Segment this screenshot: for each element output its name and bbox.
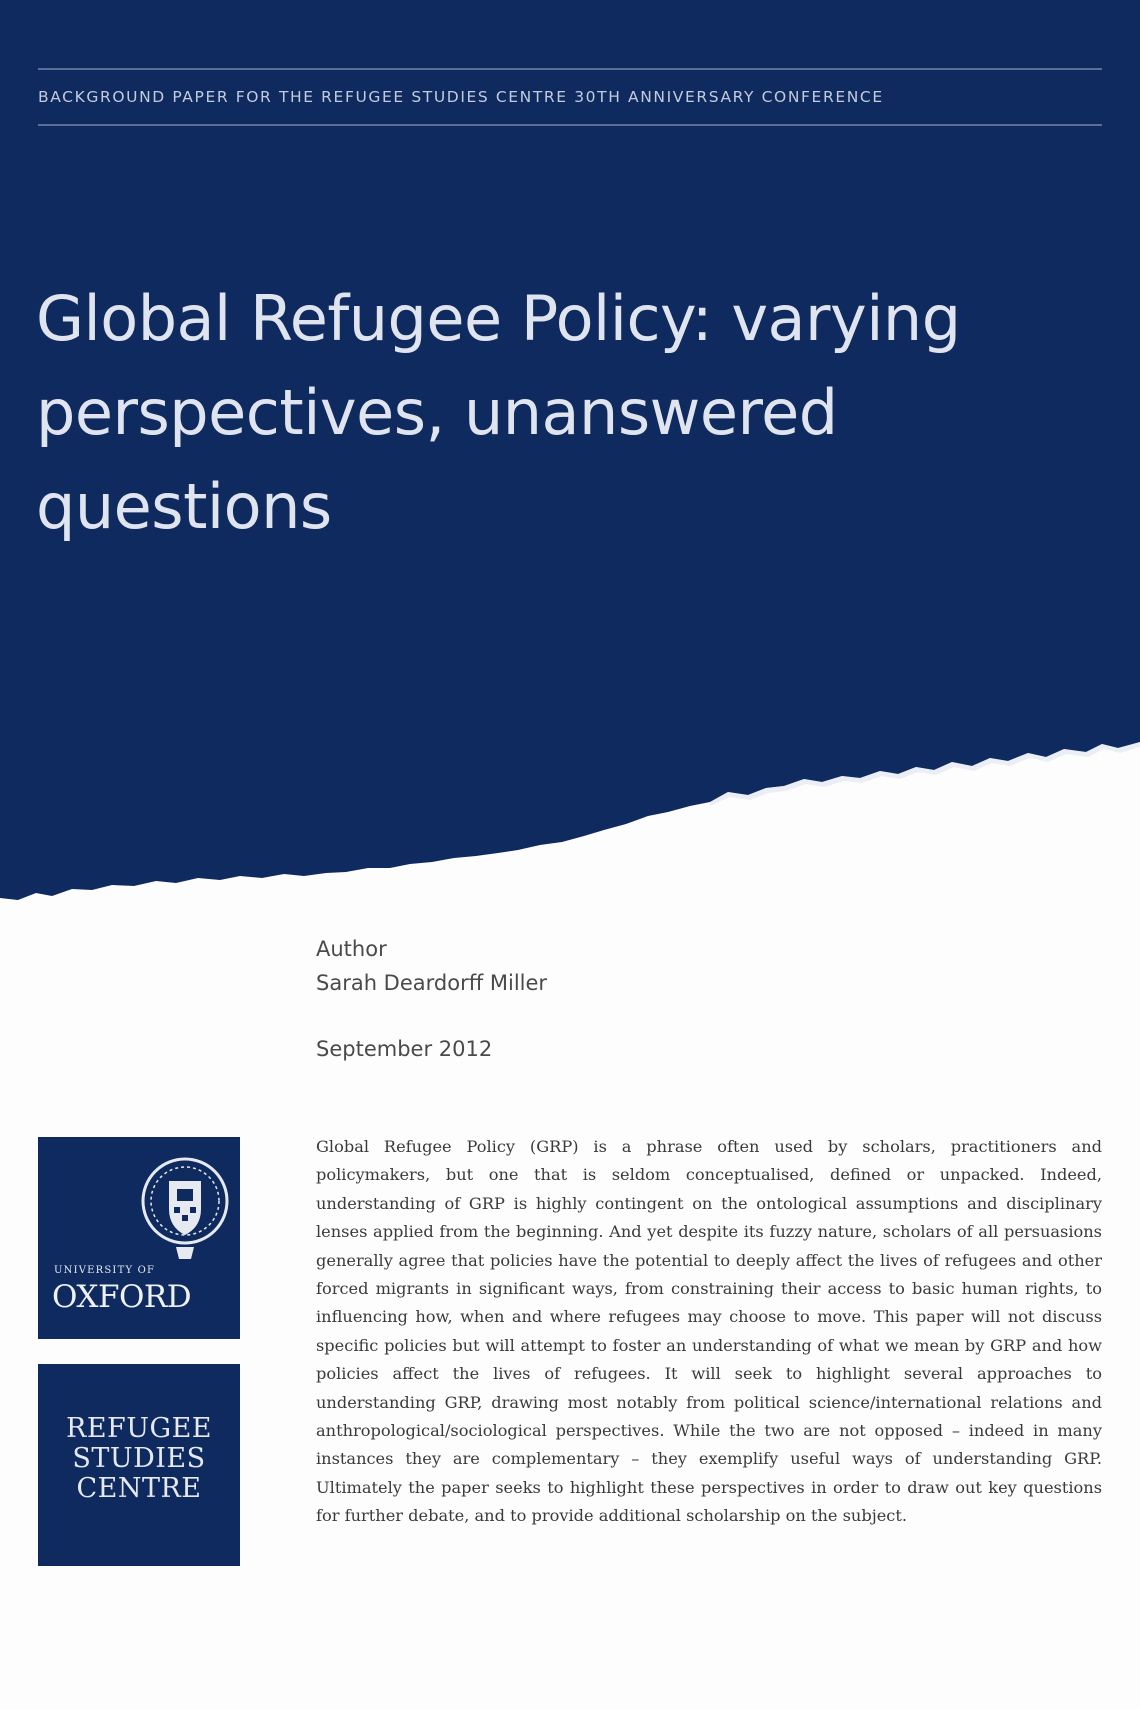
university-of-oxford-logo[interactable] <box>38 1137 240 1339</box>
author-label: Author <box>316 937 387 961</box>
abstract-text: Global Refugee Policy (GRP) is a phrase often used by scholars, practitioners and policymakers, but one that is seldom conceptualised, defined or unpacked. Indeed, understanding of GRP is highly contingent on the ontological assumptions and disciplinary lenses applied from the beginning. And yet despite its fuzzy nature, scholars of all persuasions generally agree that policies have the potential to deeply affect the lives of refugees and other forced migrants in significant ways, from constraining their access to basic human rights, to influencing how, when and where refugees may choose to move. This paper will not discuss specific policies but will attempt to foster an understanding of what we mean by GRP and how policies affect the lives of refugees. It will seek to highlight several approaches to understanding GRP, drawing most notably from political science/international relations and anthropological/sociological perspectives. While the two are not opposed – indeed in many instances they are complementary – they exemplify useful ways of understanding GRP. Ultimately the paper seeks to highlight these perspectives in order to draw out key questions for further debate, and to provide additional scholarship on the subject. <box>316 1137 1102 1526</box>
rsc-logo-name: REFUGEE STUDIES CENTRE <box>65 1413 212 1504</box>
oxford-logo-name: OXFORD <box>52 1279 192 1315</box>
document-meta <box>316 932 547 1066</box>
refugee-studies-centre-logo[interactable] <box>38 1364 240 1566</box>
page-title: Global Refugee Policy: varying perspectives, unanswered questions <box>36 282 961 543</box>
series-line: BACKGROUND PAPER FOR THE REFUGEE STUDIES CENTRE 30TH ANNIVERSARY CONFERENCE <box>38 88 884 106</box>
oxford-logo-small-text: UNIVERSITY OF <box>54 1265 156 1276</box>
publication-date: September 2012 <box>316 1037 493 1061</box>
oxford-crest-icon <box>136 1151 234 1263</box>
author-name: Sarah Deardorff Miller <box>316 971 548 995</box>
series-header-bar <box>38 68 1102 126</box>
